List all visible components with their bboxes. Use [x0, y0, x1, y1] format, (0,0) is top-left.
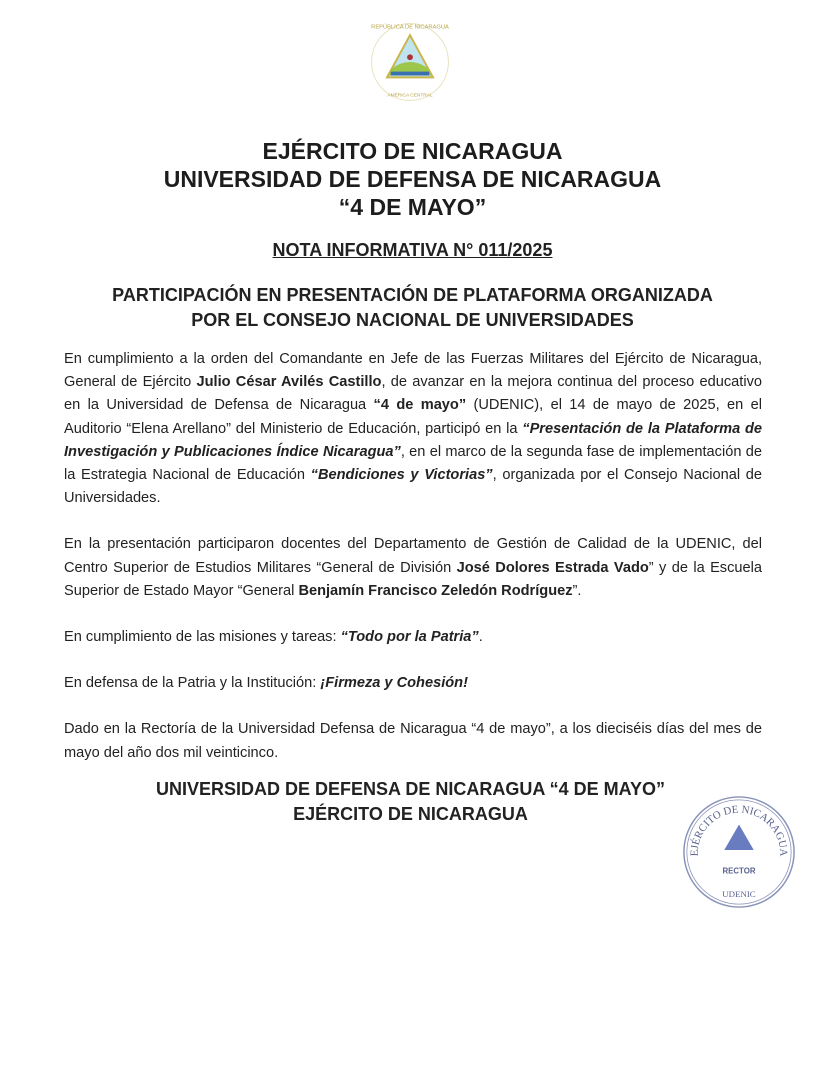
text: Dado en la Rectoría de la Universidad Defensa de Nicaragua “4 de mayo”, a los dieciséis días del mes de mayo del año dos mil veinticinco.	[64, 721, 762, 761]
bold-text: Benjamín Francisco Zeledón Rodríguez	[298, 582, 573, 599]
stamp-center-text: RECTOR	[722, 866, 756, 876]
text: , de avanzar en la mejora continua del proceso educativo en la Universidad de Defensa de Nicaragua	[64, 374, 762, 414]
bold-text: “4 de mayo”	[373, 397, 467, 414]
document-body	[64, 348, 762, 788]
header-line-3: “4 DE MAYO”	[338, 194, 487, 220]
rector-seal-stamp	[680, 793, 798, 911]
text: , en el marco de la segunda fase de implementación de la Estrategia Nacional de Educación	[64, 443, 762, 484]
nicaragua-coat-of-arms-emblem	[362, 14, 458, 110]
bold-italic-text: “Presentación de la Plataforma de Investigación y Publicaciones Índice Nicaragua”	[64, 420, 763, 460]
nota-number: NOTA INFORMATIVA N° 011/2025	[272, 240, 553, 260]
subject-line-2: POR EL CONSEJO NACIONAL DE UNIVERSIDADES	[191, 310, 634, 330]
svg-text:AMÉRICA CENTRAL: AMÉRICA CENTRAL	[387, 93, 433, 99]
text: En cumplimiento de las misiones y tareas:	[64, 629, 341, 646]
text: En la presentación participaron docentes del Departamento de Gestión de Calidad de la UDENIC, del Centro Superior de Estudios Militares “General de División	[64, 536, 762, 576]
bold-italic-text: “Todo por la Patria”	[340, 629, 479, 646]
paragraph-1	[64, 348, 762, 510]
text: .	[478, 629, 483, 646]
stamp-bottom-text: UDENIC	[722, 889, 756, 900]
document-header	[0, 137, 825, 221]
bold-text: José Dolores Estrada Vado	[456, 559, 649, 576]
signature-line-2: EJÉRCITO DE NICARAGUA	[293, 804, 528, 824]
signature-line-1: UNIVERSIDAD DE DEFENSA DE NICARAGUA “4 DE MAYO”	[155, 779, 666, 799]
bold-italic-text: “Bendiciones y Victorias”	[310, 467, 493, 484]
text: En defensa de la Patria y la Institución:	[64, 675, 321, 692]
header-line-2: UNIVERSIDAD DE DEFENSA DE NICARAGUA	[163, 166, 662, 192]
text: En cumplimiento a la orden del Comandante en Jefe de las Fuerzas Militares del Ejército de Nicaragua, General de Ejército	[64, 351, 762, 391]
svg-text:REPÚBLICA DE NICARAGUA: REPÚBLICA DE NICARAGUA	[371, 24, 449, 31]
paragraph-5	[64, 718, 762, 764]
text: (UDENIC), el 14 de mayo de 2025, en el Auditorio “Elena Arellano” del Ministerio de Educación, participó en la	[64, 397, 762, 437]
paragraph-4	[64, 672, 762, 695]
bold-italic-text: ¡Firmeza y Cohesión!	[320, 675, 468, 692]
text: ” y de la Escuela Superior de Estado Mayor “General	[64, 559, 762, 599]
bold-text: Julio César Avilés Castillo	[196, 374, 382, 391]
text: , organizada por el Consejo Nacional de Universidades.	[64, 467, 762, 507]
subject-line-1: PARTICIPACIÓN EN PRESENTACIÓN DE PLATAFORMA ORGANIZADA	[112, 285, 713, 305]
subject-title	[0, 283, 825, 333]
stamp-ring-text: EJÉRCITO DE NICARAGUA	[688, 803, 790, 857]
paragraph-2	[64, 533, 762, 603]
paragraph-3	[64, 626, 762, 649]
header-line-1: EJÉRCITO DE NICARAGUA	[262, 138, 563, 164]
text: ”.	[572, 582, 582, 599]
